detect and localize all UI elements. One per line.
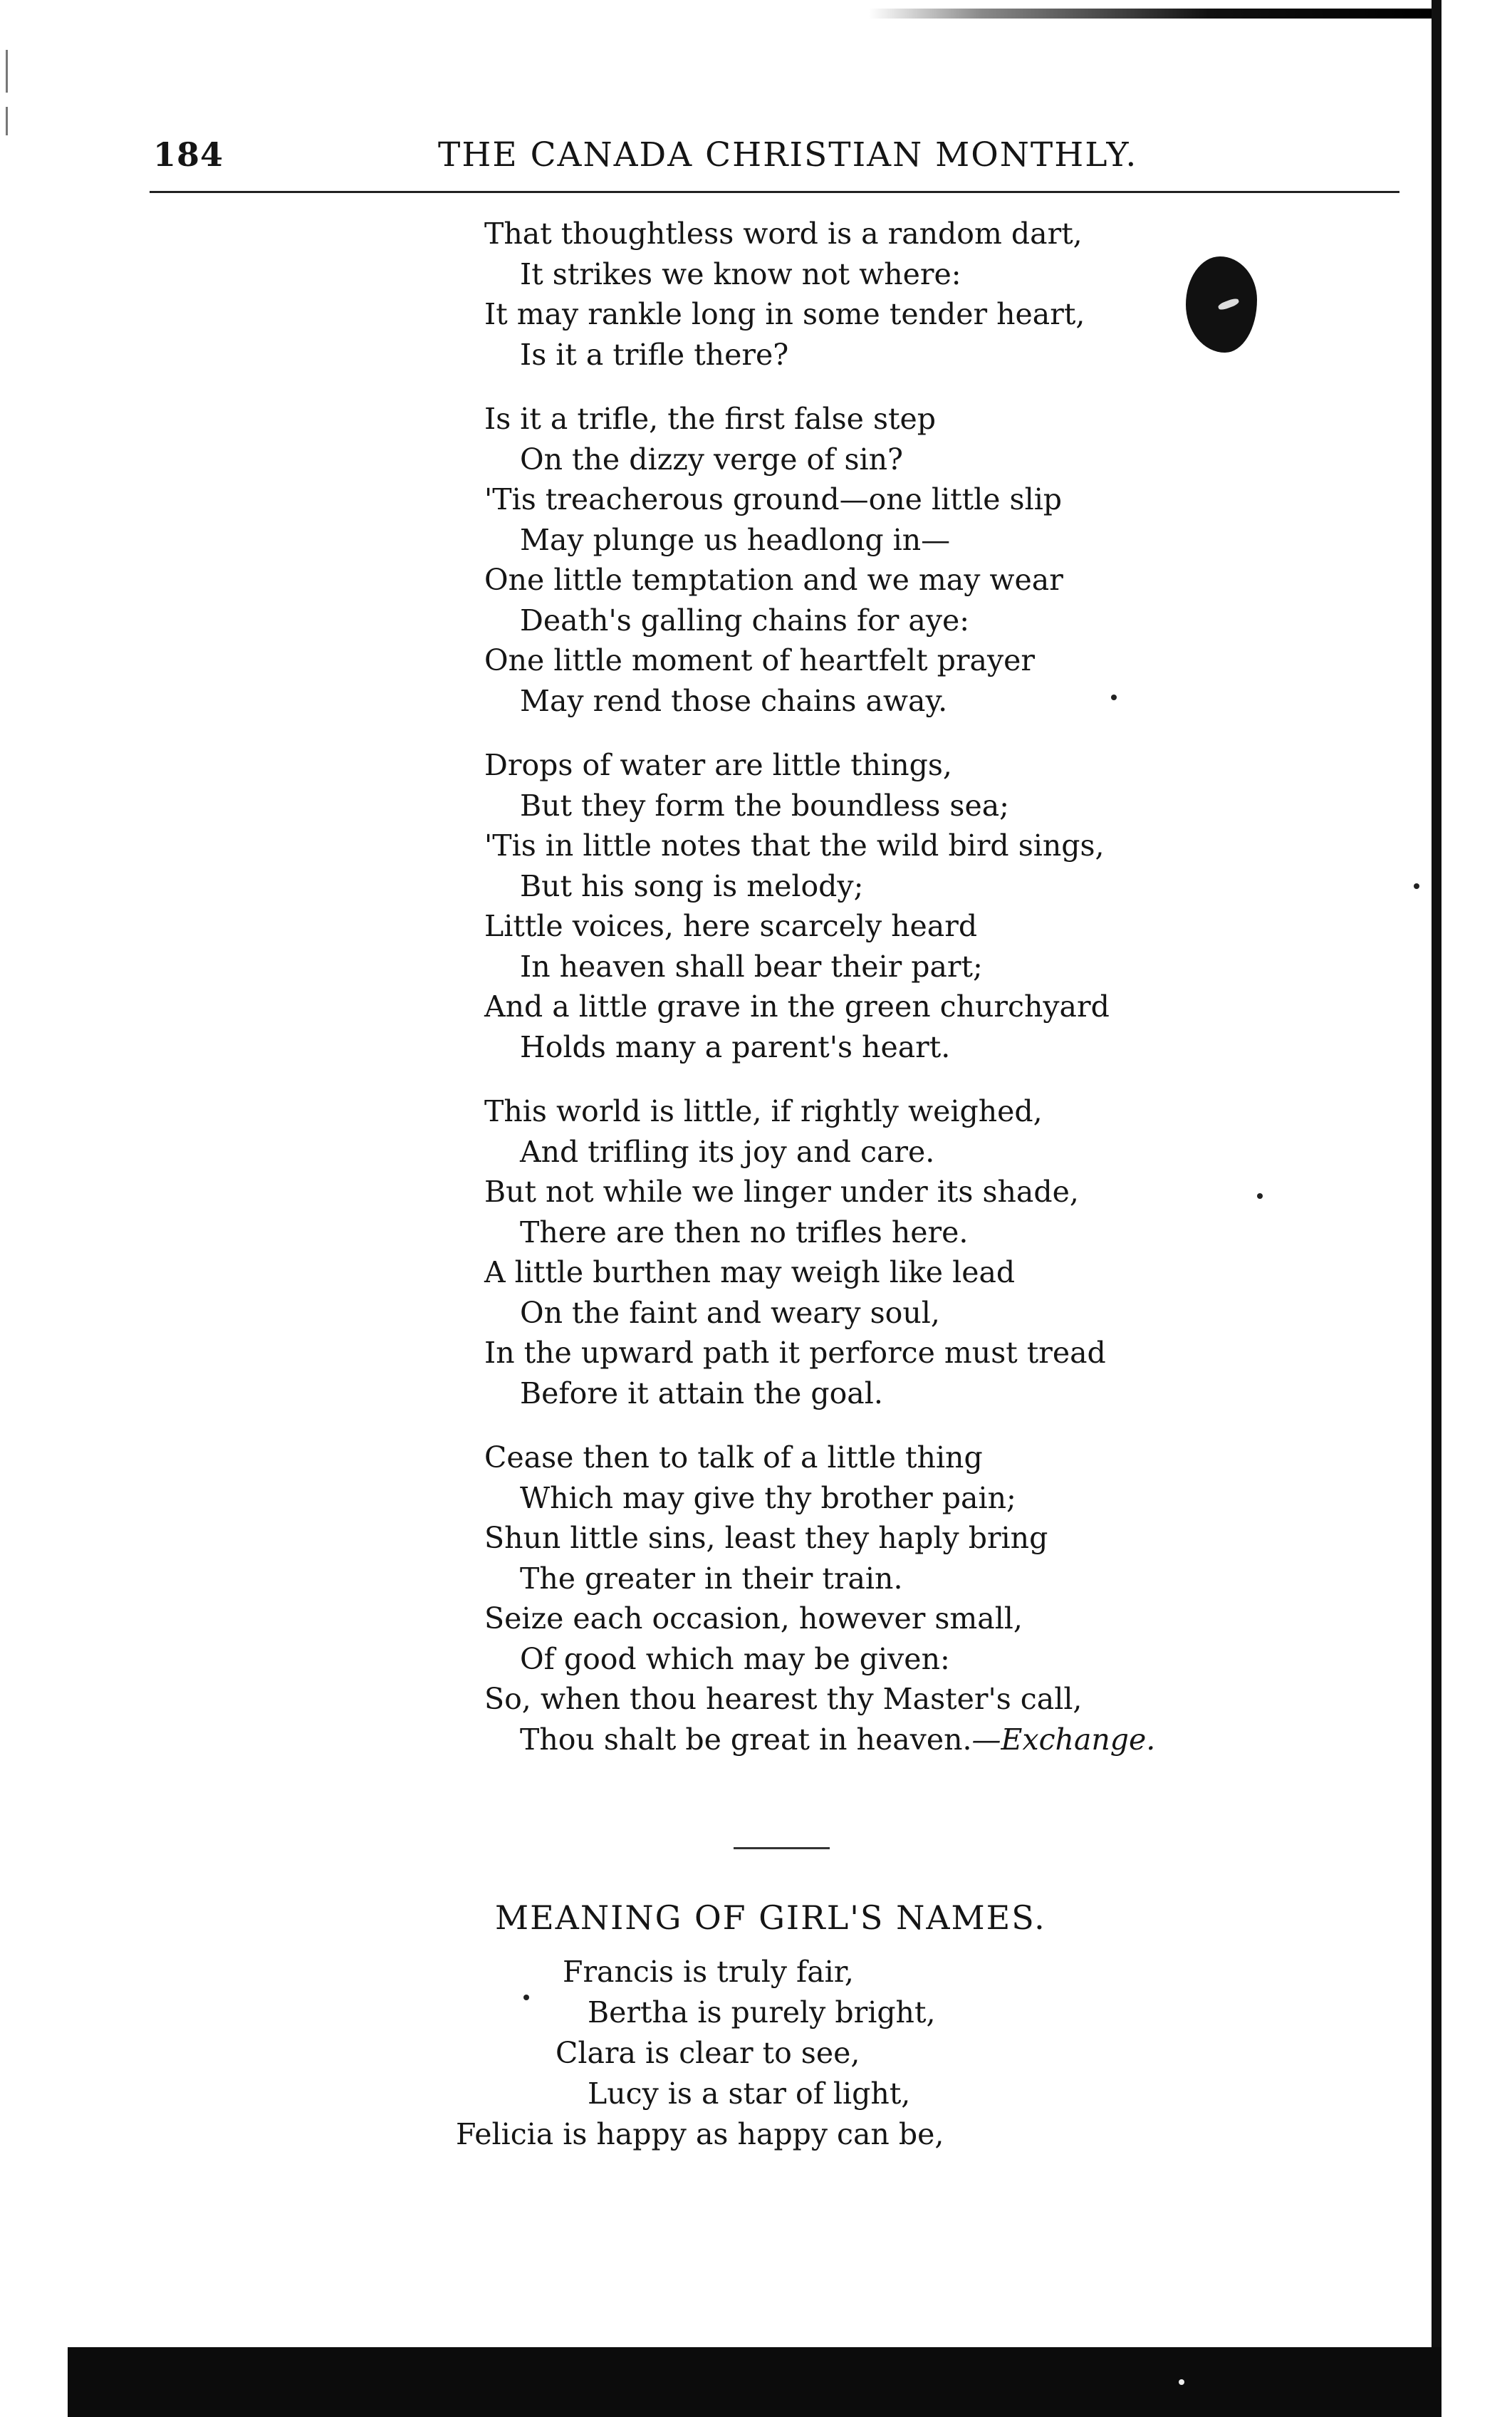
poem-line: In the upward path it perforce must tread (484, 1336, 1106, 1370)
poem-line: In heaven shall bear their part; (520, 949, 983, 984)
poem-line: May plunge us headlong in— (520, 522, 951, 557)
ink-speck (1179, 2379, 1184, 2385)
names-poem-line: Bertha is purely bright, (588, 1995, 936, 2029)
poem-line: Drops of water are little things, (484, 748, 952, 782)
scan-left-mark (6, 107, 8, 135)
poem-line: And a little grave in the green churchyard (484, 989, 1110, 1024)
poem (484, 214, 1410, 1784)
source-attribution: —Exchange. (971, 1722, 1156, 1757)
poem-line: Death's galling chains for aye: (520, 603, 970, 638)
names-poem-line: Lucy is a star of light, (588, 2076, 911, 2111)
names-poem-line: Clara is clear to see, (556, 2036, 860, 2070)
scan-left-mark (6, 50, 8, 93)
scan-bottom-bar (68, 2347, 1441, 2417)
poem-line: The greater in their train. (520, 1561, 903, 1596)
stanza (484, 1091, 1410, 1413)
scan-top-rule (869, 9, 1439, 19)
poem-line: Of good which may be given: (520, 1641, 950, 1676)
poem-line: But they form the boundless sea; (520, 788, 1009, 823)
scan-right-edge (1432, 0, 1441, 2417)
poem-line: May rend those chains away. (520, 683, 948, 718)
stanza (484, 399, 1410, 721)
poem-line: Is it a trifle, the first false step (484, 402, 936, 436)
names-poem (456, 1952, 1310, 2155)
poem-line: Holds many a parent's heart. (520, 1029, 951, 1064)
poem-line: But his song is melody; (520, 868, 864, 903)
poem-line: It strikes we know not where: (520, 256, 961, 291)
ink-speck (1414, 883, 1419, 889)
poem-line: And trifling its joy and care. (520, 1134, 935, 1169)
poem-line: On the faint and weary soul, (520, 1295, 940, 1330)
poem-line: There are then no trifles here. (520, 1215, 969, 1249)
poem-line: This world is little, if rightly weighed, (484, 1094, 1043, 1128)
poem-line: Which may give thy brother pain; (520, 1480, 1016, 1515)
poem-line: One little temptation and we may wear (484, 563, 1063, 597)
poem-line: 'Tis in little notes that the wild bird sings, (484, 828, 1105, 863)
stanza (484, 214, 1410, 375)
poem-line: That thoughtless word is a random dart, (484, 217, 1083, 251)
poem-line: Thou shalt be great in heaven. (520, 1722, 972, 1757)
poem-line: It may rankle long in some tender heart, (484, 297, 1085, 331)
names-poem-line: Francis is truly fair, (563, 1955, 854, 1989)
poem-line: Cease then to talk of a little thing (484, 1440, 983, 1475)
poem-last-line (484, 1720, 1410, 1760)
poem-line: 'Tis treacherous ground—one little slip (484, 482, 1063, 516)
poem-line: But not while we linger under its shade, (484, 1175, 1079, 1209)
page-header (153, 135, 1399, 185)
page-number: 184 (153, 135, 224, 174)
poem-line: Before it attain the goal. (520, 1376, 883, 1410)
poem-line: A little burthen may weigh like lead (484, 1255, 1016, 1289)
poem-line: So, when thou hearest thy Master's call, (484, 1682, 1083, 1716)
section-divider (734, 1847, 830, 1849)
section-title: MEANING OF GIRL'S NAMES. (495, 1898, 1046, 1937)
header-rule (150, 191, 1399, 193)
poem-line: Seize each occasion, however small, (484, 1601, 1023, 1636)
stanza (484, 745, 1410, 1067)
running-title: THE CANADA CHRISTIAN MONTHLY. (438, 135, 1138, 175)
poem-line: On the dizzy verge of sin? (520, 442, 903, 477)
poem-line: Is it a trifle there? (520, 337, 789, 372)
poem-line: Shun little sins, least they haply bring (484, 1521, 1048, 1555)
stanza (484, 1438, 1410, 1760)
poem-line: One little moment of heartfelt prayer (484, 643, 1035, 677)
names-poem-line: Felicia is happy as happy can be, (456, 2117, 944, 2151)
poem-line: Little voices, here scarcely heard (484, 909, 978, 943)
